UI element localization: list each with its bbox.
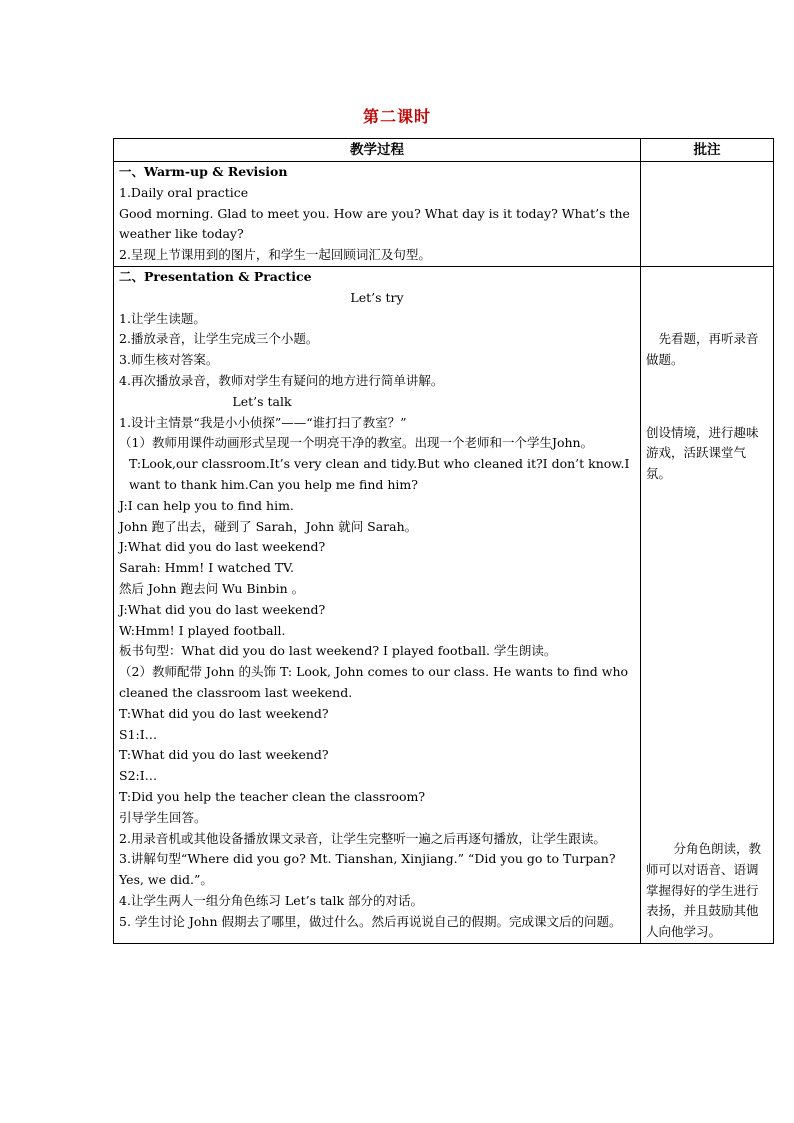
- talk-line: W:Hmm! I played football.: [119, 622, 286, 638]
- lesson-plan-table: [113, 138, 774, 944]
- talk-line: J:I can help you to find him.: [119, 497, 294, 513]
- remark-3: 分角色朗读，教师可以对语音、语调掌握得好的学生进行表扬，并且鼓励其他人向他学习。: [646, 840, 762, 940]
- talk-line: 5. 学生讨论 John 假期去了哪里，做过什么。然后再说说自己的假期。完成课文后的问题。: [119, 913, 622, 929]
- talk-line: 1.设计主情景“我是小小侦探”——“谁打扫了教室？”: [119, 414, 407, 430]
- talk-line: J:What did you do last weekend?: [119, 601, 326, 617]
- try-line: 1.让学生读题。: [119, 310, 206, 326]
- section1-cell: [114, 162, 641, 267]
- try-line: 2.播放录音，让学生完成三个小题。: [119, 331, 319, 347]
- talk-line: John 跑了出去，碰到了 Sarah，John 就问 Sarah。: [119, 518, 418, 534]
- header-note: 批注: [641, 139, 774, 162]
- talk-line: T:Look,our classroom.It’s very clean and tidy.But who cleaned it?I don’t know.I want to thank him.Can you help me find him?: [129, 456, 630, 492]
- section2-note-cell: [641, 266, 774, 943]
- table-header-row: [114, 139, 774, 162]
- talk-line: S2:I…: [119, 768, 158, 784]
- section1-line: Good morning. Glad to meet you. How are you? What day is it today? What’s the weather like today?: [119, 205, 630, 242]
- section1-heading: 一、Warm-up & Revision: [119, 164, 288, 179]
- lets-try-subheading: Let’s try: [350, 289, 404, 305]
- remark-2: 创设情境，进行趣味游戏，活跃课堂气氛。: [646, 424, 759, 482]
- header-process: 教学过程: [114, 139, 641, 162]
- section1-line: 2.呈现上节课用到的图片，和学生一起回顾词汇及句型。: [119, 247, 431, 263]
- talk-line: 引导学生回答。: [119, 809, 207, 825]
- section1-line: 1.Daily oral practice: [119, 184, 249, 200]
- page-title: 第二课时: [362, 107, 431, 126]
- talk-line: （2）教师配带 John 的头饰 T: Look, John comes to our class. He wants to find who cleaned the classroom last weekend.: [119, 664, 629, 700]
- section1-note-cell: [641, 162, 774, 267]
- talk-line: J:What did you do last weekend?: [119, 539, 326, 555]
- section2-heading: 二、Presentation & Practice: [119, 268, 312, 284]
- talk-line: T:What did you do last weekend?: [119, 747, 329, 763]
- table-row: [114, 162, 774, 267]
- try-line: 3.师生核对答案。: [119, 352, 219, 368]
- lets-talk-subheading: Let’s talk: [232, 393, 292, 409]
- table-row: [114, 266, 774, 943]
- talk-line: 2.用录音机或其他设备播放课文录音，让学生完整听一遍之后再逐句播放，让学生跟读。: [119, 830, 606, 846]
- talk-line: 板书句型：What did you do last weekend? I played football. 学生朗读。: [119, 643, 557, 659]
- talk-line: Sarah: Hmm! I watched TV.: [119, 560, 294, 576]
- talk-line: 3.讲解句型“Where did you go? Mt. Tianshan, Xinjiang.” “Did you go to Turpan? Yes, we did.”。: [119, 851, 616, 888]
- talk-line: S1:I…: [119, 726, 158, 742]
- try-line: 4.再次播放录音，教师对学生有疑问的地方进行简单讲解。: [119, 372, 444, 388]
- remark-1: 先看题，再听录音做题。: [646, 330, 759, 367]
- talk-line: 4.让学生两人一组分角色练习 Let’s talk 部分的对话。: [119, 892, 424, 908]
- section2-cell: [114, 266, 641, 943]
- talk-line: 然后 John 跑去问 Wu Binbin 。: [119, 580, 305, 596]
- talk-line: （1）教师用课件动画形式呈现一个明亮干净的教室。出现一个老师和一个学生John。: [119, 435, 594, 451]
- talk-line: T:What did you do last weekend?: [119, 705, 329, 721]
- talk-line: T:Did you help the teacher clean the classroom?: [119, 788, 426, 804]
